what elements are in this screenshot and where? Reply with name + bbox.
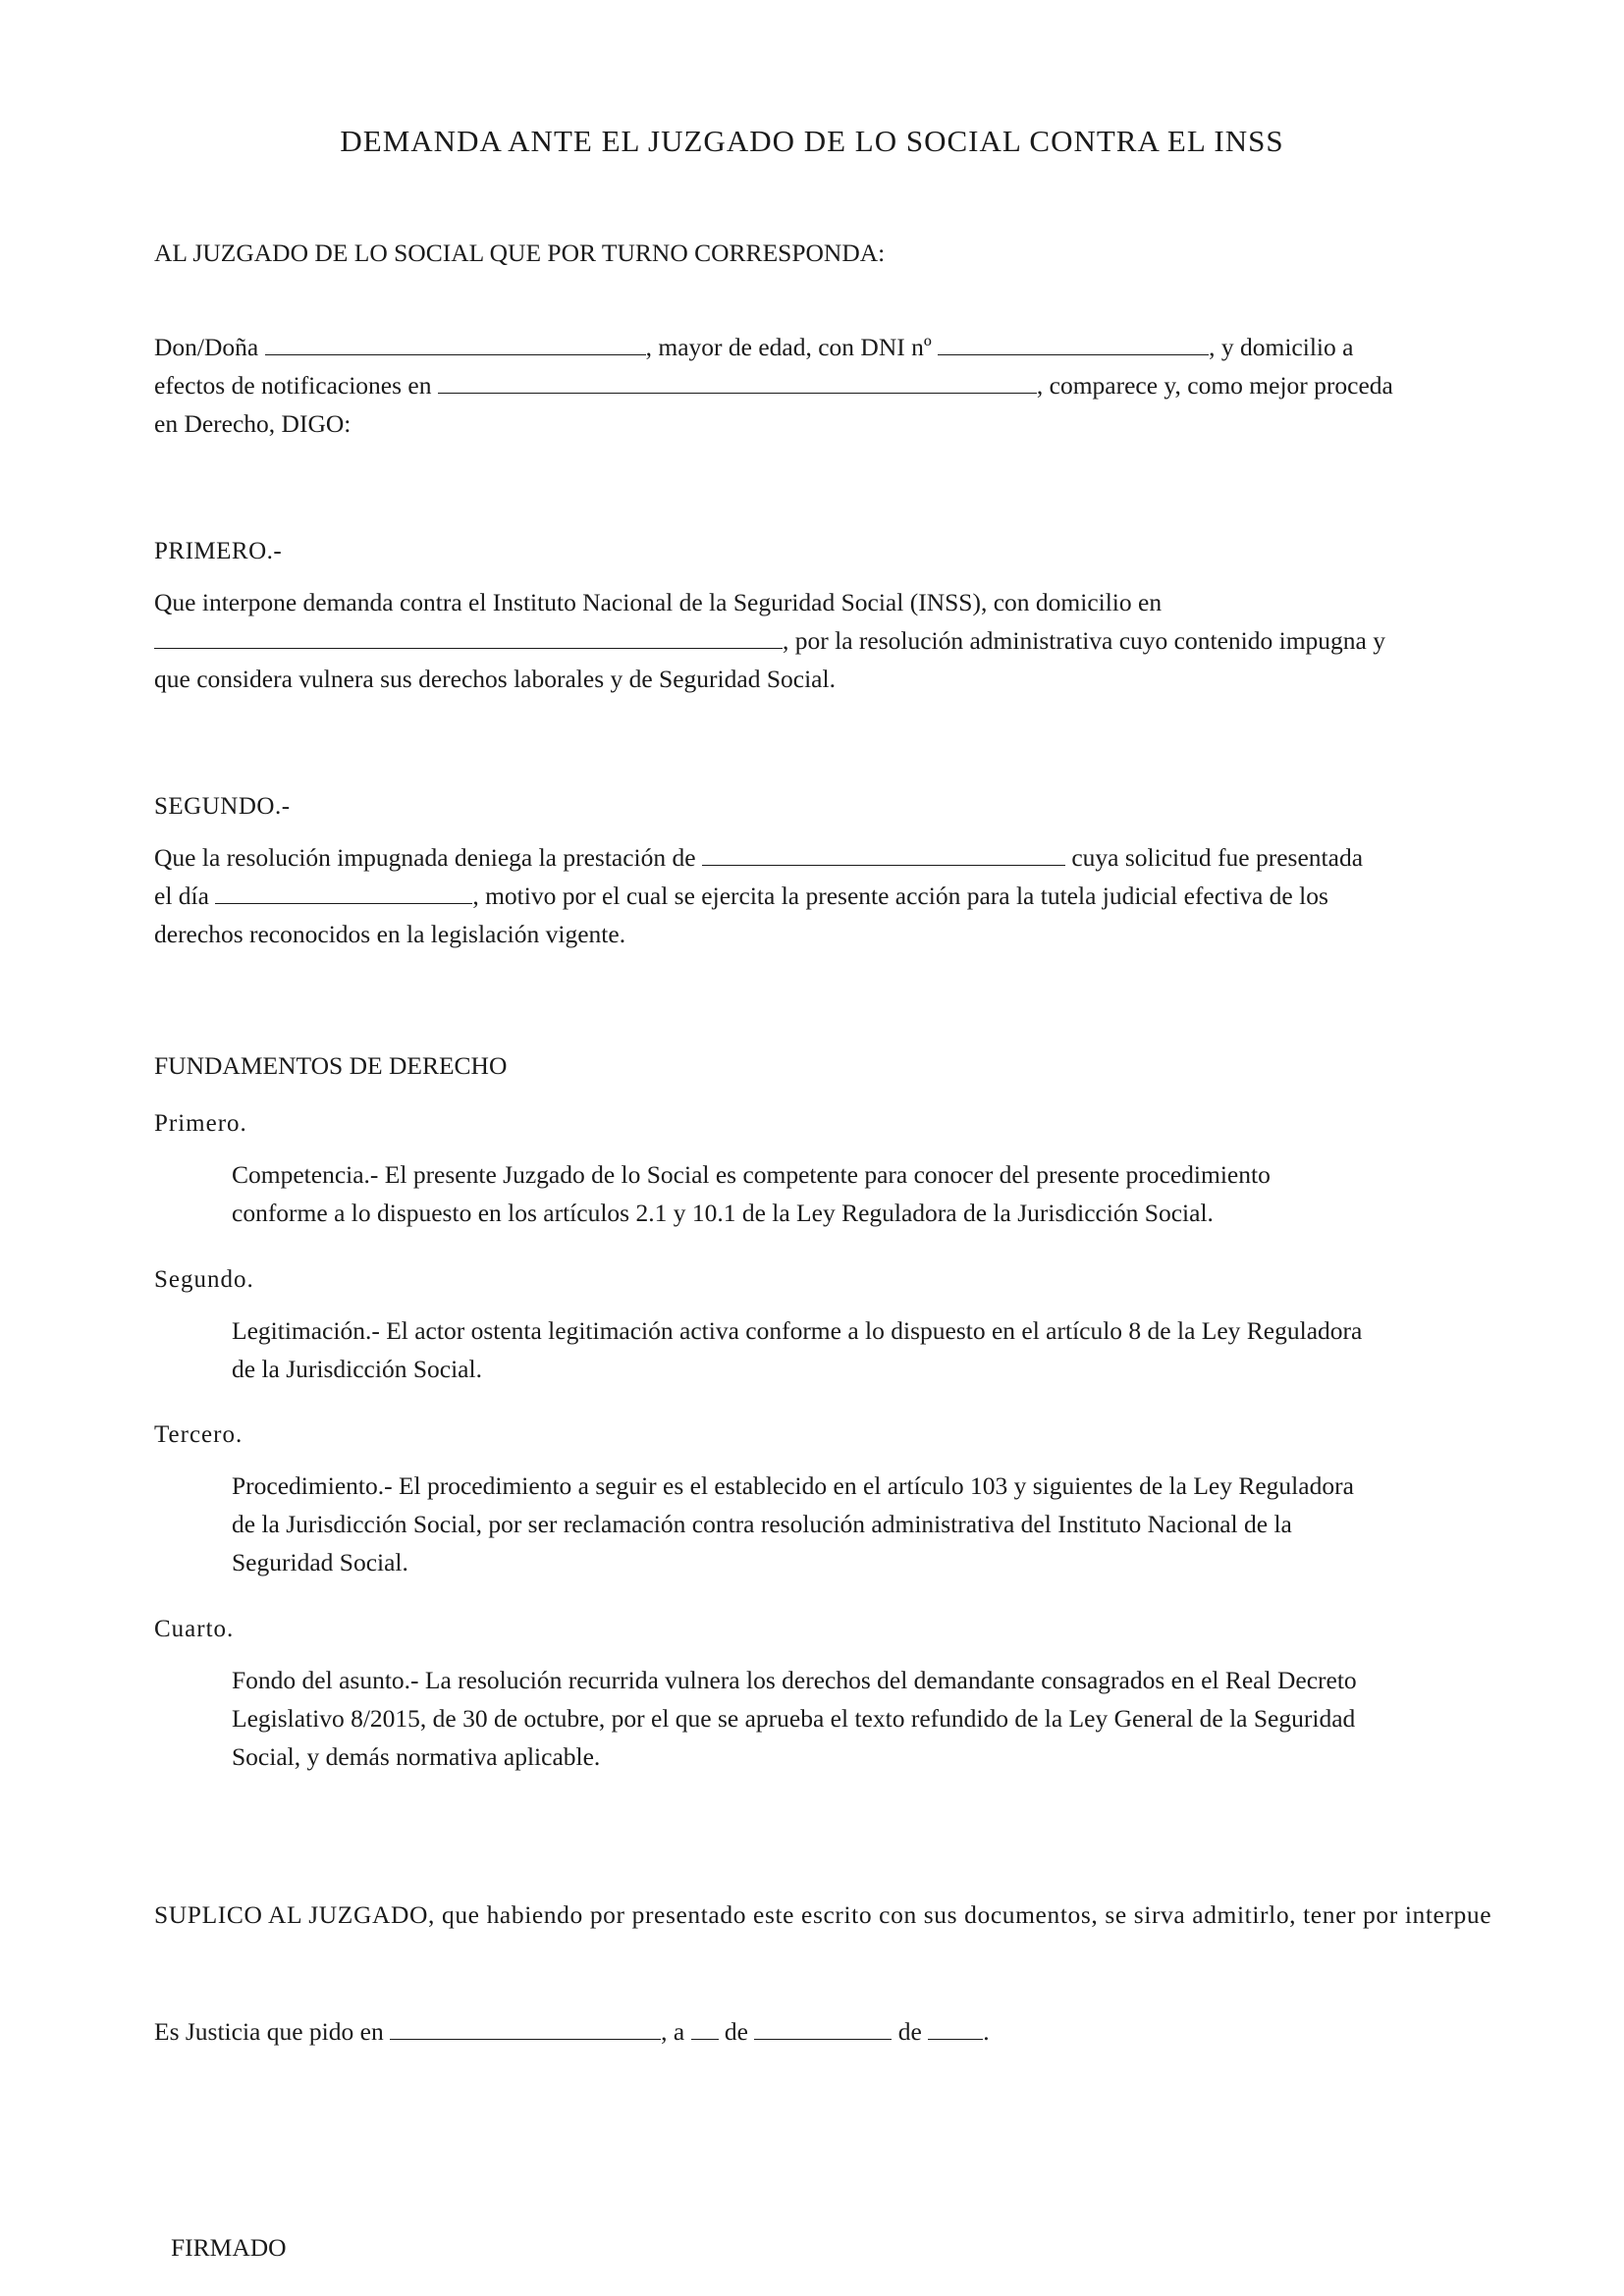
segundo-line-3: derechos reconocidos en la legislación vigente. (154, 920, 626, 948)
primero-line-1: Que interpone demanda contra el Instituto Nacional de la Seguridad Social (INSS), con domicilio en (154, 588, 1163, 616)
closing-line (154, 2012, 990, 2051)
fundamento-line: Procedimiento.- El procedimiento a seguir es el establecido en el artículo 103 y siguientes de la Ley Reguladora (232, 1471, 1354, 1500)
intro-text: , comparece y, como mejor proceda (1036, 371, 1393, 400)
segundo-text: Que la resolución impugnada deniega la prestación de (154, 843, 696, 872)
fundamento-line: Seguridad Social. (232, 1548, 408, 1576)
document-title: DEMANDA ANTE EL JUZGADO DE LO SOCIAL CONTRA EL INSS (340, 124, 1284, 158)
lugar-blank (390, 2013, 661, 2040)
segundo-text: , motivo por el cual se ejercita la presente acción para la tutela judicial efectiva de los (472, 881, 1328, 910)
primero-text: , por la resolución administrativa cuyo contenido impugna y (783, 626, 1385, 655)
fundamentos-heading: FUNDAMENTOS DE DERECHO (154, 1051, 508, 1080)
fecha-blank (215, 878, 472, 904)
signature-label: FIRMADO (171, 2233, 287, 2262)
primero-line-3: que considera vulnera sus derechos laborales y de Seguridad Social. (154, 665, 836, 693)
intro-text: , mayor de edad, con DNI nº (645, 333, 932, 361)
fundamento-line: Legislativo 8/2015, de 30 de octubre, por el que se aprueba el texto refundido de la Ley General de la Seguridad (232, 1704, 1356, 1733)
suplico-line: SUPLICO AL JUZGADO, que habiendo por presentado este escrito con sus documentos, se sirva admitirlo, tener por interpue (154, 1900, 1492, 1929)
fundamento-line: Social, y demás normativa aplicable. (232, 1742, 601, 1771)
name-blank (265, 329, 646, 355)
prestacion-blank (702, 839, 1065, 866)
inss-address-blank (154, 622, 783, 649)
closing-text: de (897, 2017, 922, 2046)
segundo-line-2 (154, 877, 1328, 915)
intro-line-1 (154, 328, 1353, 366)
fundamento-line: Competencia.- El presente Juzgado de lo Social es competente para conocer del presente procedimiento (232, 1160, 1271, 1189)
mes-blank (754, 2013, 892, 2040)
closing-text: . (983, 2017, 990, 2046)
fundamento-line: de la Jurisdicción Social. (232, 1355, 482, 1383)
fundamento-label: Segundo. (154, 1266, 254, 1293)
intro-text: , y domicilio a (1209, 333, 1354, 361)
segundo-line-1 (154, 838, 1363, 877)
fundamento-line: de la Jurisdicción Social, por ser reclamación contra resolución administrativa del Instituto Nacional de la (232, 1510, 1292, 1538)
closing-text: , a (661, 2017, 685, 2046)
dia-blank (691, 2013, 719, 2040)
segundo-text: el día (154, 881, 209, 910)
primero-heading: PRIMERO.- (154, 538, 283, 564)
addressee: AL JUZGADO DE LO SOCIAL QUE POR TURNO CORRESPONDA: (154, 239, 886, 267)
segundo-heading: SEGUNDO.- (154, 793, 291, 820)
fundamento-label: Tercero. (154, 1421, 244, 1448)
closing-text: de (724, 2017, 748, 2046)
address-blank (438, 367, 1037, 394)
intro-line-3: en Derecho, DIGO: (154, 409, 352, 438)
segundo-text: cuya solicitud fue presentada (1071, 843, 1364, 872)
closing-text: Es Justicia que pido en (154, 2017, 384, 2046)
fundamento-label: Primero. (154, 1110, 247, 1137)
fundamento-line: Legitimación.- El actor ostenta legitimación activa conforme a lo dispuesto en el artículo 8 de la Ley Reguladora (232, 1316, 1363, 1345)
intro-line-2 (154, 366, 1393, 404)
anio-blank (928, 2013, 983, 2040)
intro-text: efectos de notificaciones en (154, 371, 432, 400)
fundamento-line: conforme a lo dispuesto en los artículos 2.1 y 10.1 de la Ley Reguladora de la Jurisdicción Social. (232, 1199, 1214, 1227)
fundamento-label: Cuarto. (154, 1616, 235, 1642)
intro-text: Don/Doña (154, 333, 259, 361)
primero-line-2 (154, 621, 1385, 660)
dni-blank (938, 329, 1209, 355)
fundamento-line: Fondo del asunto.- La resolución recurrida vulnera los derechos del demandante consagrados en el Real Decreto (232, 1666, 1357, 1694)
